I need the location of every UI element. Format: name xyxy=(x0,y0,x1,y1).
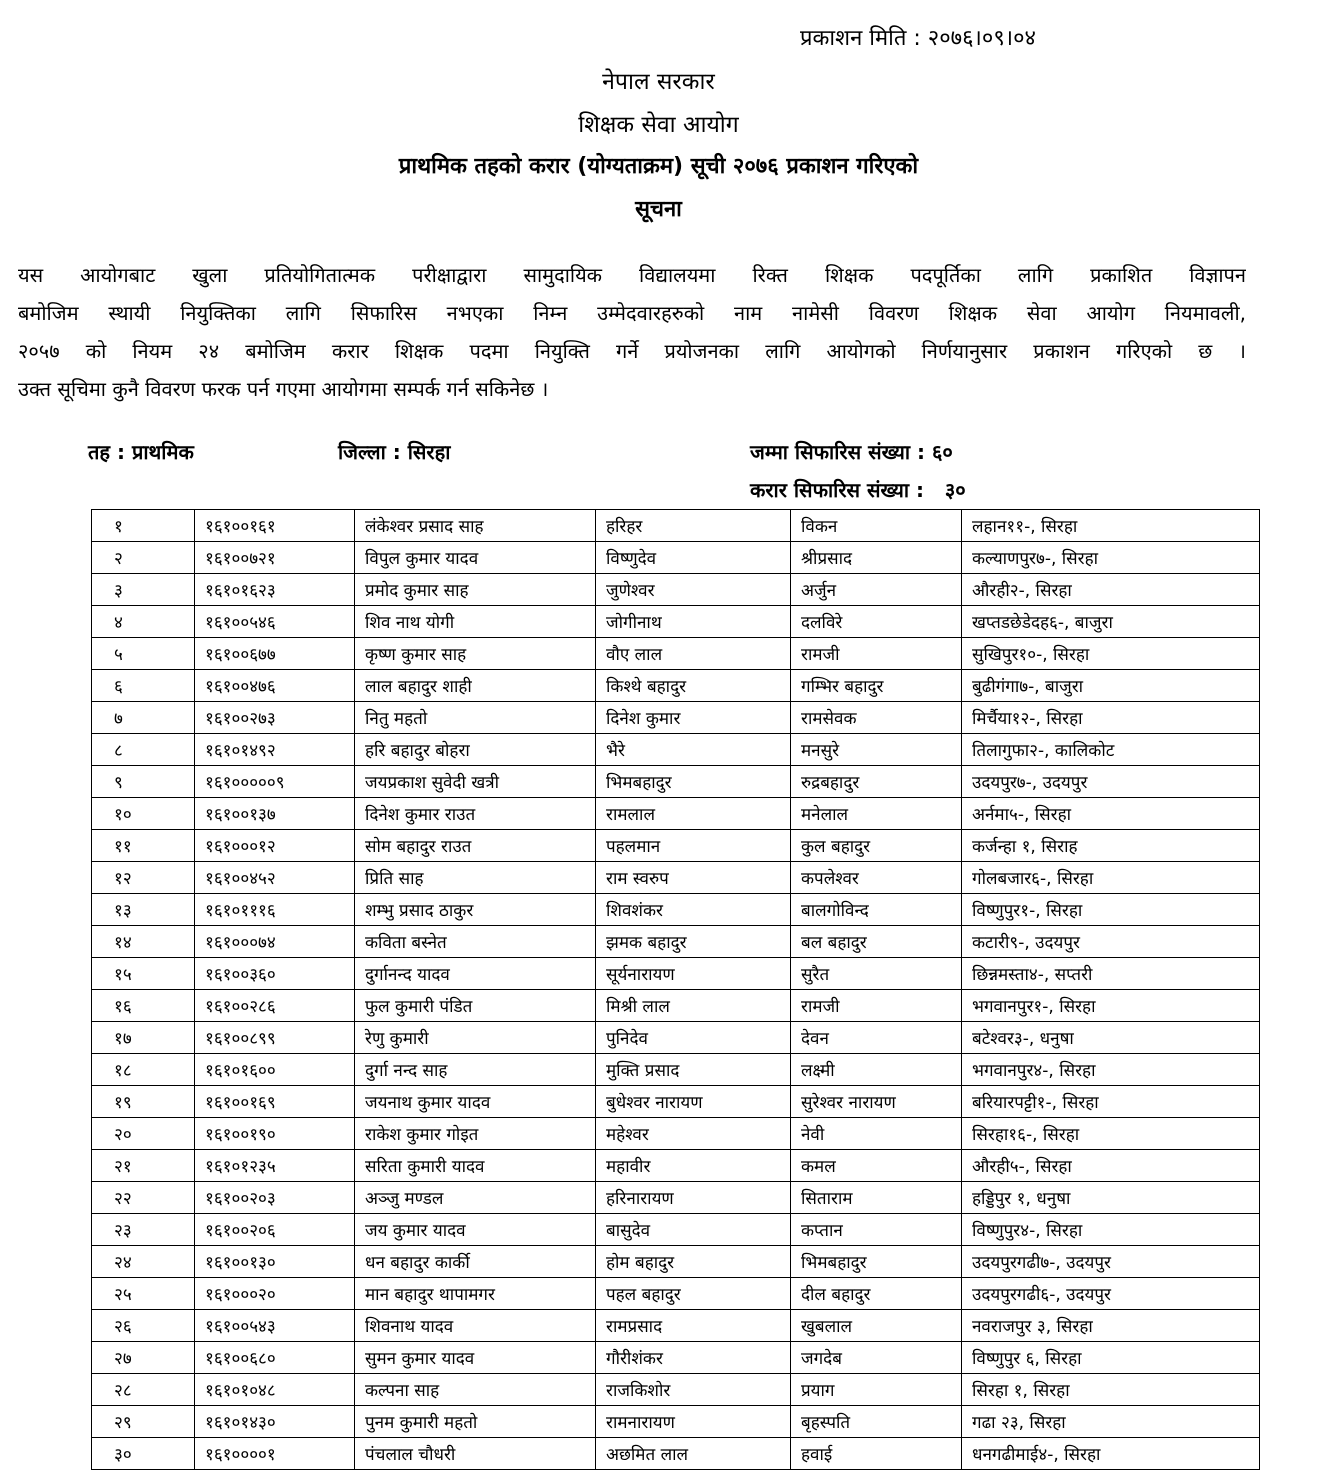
candidate-name-cell: अञ्जु मण्डल xyxy=(355,1182,596,1214)
grandfather-name-cell: मनेलाल xyxy=(791,798,962,830)
address-cell: सुखिपुर१०-, सिरहा xyxy=(962,638,1260,670)
grandfather-name-cell: कप्तान xyxy=(791,1214,962,1246)
serial-cell: २८ xyxy=(92,1374,195,1406)
address-cell: लहान११-, सिरहा xyxy=(962,510,1260,542)
father-name-cell: गौरीशंकर xyxy=(596,1342,791,1374)
publication-date: प्रकाशन मिति : २०७६।०९।०४ xyxy=(800,26,1036,51)
roll-number-cell: १६१००२७३ xyxy=(195,702,355,734)
table-row xyxy=(92,1022,1260,1054)
roll-number-cell: १६१०१२३५ xyxy=(195,1150,355,1182)
district-value: सिरहा xyxy=(407,440,451,464)
address-cell: विष्णुपुर ६, सिरहा xyxy=(962,1342,1260,1374)
roll-number-cell: १६१००६७७ xyxy=(195,638,355,670)
address-cell: बरियारपट्टी१-, सिरहा xyxy=(962,1086,1260,1118)
paragraph-line: यस आयोगबाट खुला प्रतियोगितात्मक परीक्षाद्वारा सामुदायिक विद्यालयमा रिक्त शिक्षक पदपूर्तिका लागि प्रकाशित विज्ञापन xyxy=(18,263,1246,287)
roll-number-cell: १६१००७२१ xyxy=(195,542,355,574)
roll-number-cell: १६१००४७६ xyxy=(195,670,355,702)
roll-number-cell: १६१००६८० xyxy=(195,1342,355,1374)
candidate-name-cell: जयनाथ कुमार यादव xyxy=(355,1086,596,1118)
address-cell: सिरहा१६-, सिरहा xyxy=(962,1118,1260,1150)
candidate-name-cell: धन बहादुर कार्की xyxy=(355,1246,596,1278)
grandfather-name-cell: दलविरे xyxy=(791,606,962,638)
father-name-cell: महावीर xyxy=(596,1150,791,1182)
father-name-cell: जुणेश्वर xyxy=(596,574,791,606)
father-name-cell: जोगीनाथ xyxy=(596,606,791,638)
roll-number-cell: १६१०००००९ xyxy=(195,766,355,798)
district-label: जिल्ला xyxy=(338,440,386,464)
commission-heading: शिक्षक सेवा आयोग xyxy=(578,112,739,138)
grandfather-name-cell: सुरेश्वर नारायण xyxy=(791,1086,962,1118)
level-label: तह xyxy=(88,440,111,464)
serial-cell: १० xyxy=(92,798,195,830)
table-row xyxy=(92,1438,1260,1470)
father-name-cell: हरिहर xyxy=(596,510,791,542)
roll-number-cell: १६१०१४३० xyxy=(195,1406,355,1438)
candidate-name-cell: मान बहादुर थापामगर xyxy=(355,1278,596,1310)
candidate-name-cell: कविता बस्नेत xyxy=(355,926,596,958)
grandfather-name-cell: रामजी xyxy=(791,638,962,670)
address-cell: गोलबजार६-, सिरहा xyxy=(962,862,1260,894)
table-row xyxy=(92,894,1260,926)
candidate-name-cell: हरि बहादुर बोहरा xyxy=(355,734,596,766)
candidate-name-cell: फुल कुमारी पंडित xyxy=(355,990,596,1022)
father-name-cell: बासुदेव xyxy=(596,1214,791,1246)
grandfather-name-cell: रामजी xyxy=(791,990,962,1022)
address-cell: भगवानपुर४-, सिरहा xyxy=(962,1054,1260,1086)
address-cell: कल्याणपुर७-, सिरहा xyxy=(962,542,1260,574)
candidate-name-cell: सुमन कुमार यादव xyxy=(355,1342,596,1374)
table-row xyxy=(92,542,1260,574)
father-name-cell: पुनिदेव xyxy=(596,1022,791,1054)
serial-cell: २७ xyxy=(92,1342,195,1374)
serial-cell: ८ xyxy=(92,734,195,766)
address-cell: औरही२-, सिरहा xyxy=(962,574,1260,606)
roll-number-cell: १६१००१९० xyxy=(195,1118,355,1150)
grandfather-name-cell: नेवी xyxy=(791,1118,962,1150)
father-name-cell: विष्णुदेव xyxy=(596,542,791,574)
candidate-name-cell: प्रिति साह xyxy=(355,862,596,894)
government-heading: नेपाल सरकार xyxy=(602,69,715,95)
candidate-name-cell: दुर्गा नन्द साह xyxy=(355,1054,596,1086)
father-name-cell: मुक्ति प्रसाद xyxy=(596,1054,791,1086)
grandfather-name-cell: कुल बहादुर xyxy=(791,830,962,862)
grandfather-name-cell: खुबलाल xyxy=(791,1310,962,1342)
paragraph-line: उक्त सूचिमा कुनै विवरण फरक पर्न गएमा आयोगमा सम्पर्क गर्न सकिनेछ । xyxy=(18,377,549,401)
father-name-cell: शिवशंकर xyxy=(596,894,791,926)
contract-recommendation-field: करार सिफारिस संख्या : ३० xyxy=(750,478,966,502)
roll-number-cell: १६१००८९९ xyxy=(195,1022,355,1054)
roll-number-cell: १६१०००७४ xyxy=(195,926,355,958)
candidate-name-cell: शिव नाथ योगी xyxy=(355,606,596,638)
grandfather-name-cell: विकन xyxy=(791,510,962,542)
candidate-name-cell: विपुल कुमार यादव xyxy=(355,542,596,574)
table-row xyxy=(92,638,1260,670)
table-row xyxy=(92,798,1260,830)
serial-cell: २५ xyxy=(92,1278,195,1310)
grandfather-name-cell: बालगोविन्द xyxy=(791,894,962,926)
address-cell: तिलागुफा२-, कालिकोट xyxy=(962,734,1260,766)
table-row xyxy=(92,1406,1260,1438)
candidate-name-cell: प्रमोद कुमार साह xyxy=(355,574,596,606)
roll-number-cell: १६१००००१ xyxy=(195,1438,355,1470)
candidate-table xyxy=(91,509,1260,1470)
grandfather-name-cell: गम्भिर बहादुर xyxy=(791,670,962,702)
father-name-cell: झमक बहादुर xyxy=(596,926,791,958)
serial-cell: ११ xyxy=(92,830,195,862)
notice-heading: सूचना xyxy=(635,197,682,222)
document-title: प्राथमिक तहको करार (योग्यताक्रम) सूची २०७६ प्रकाशन गरिएको xyxy=(398,154,919,179)
address-cell: भगवानपुर१-, सिरहा xyxy=(962,990,1260,1022)
table-row xyxy=(92,1310,1260,1342)
candidate-name-cell: पंचलाल चौधरी xyxy=(355,1438,596,1470)
serial-cell: १७ xyxy=(92,1022,195,1054)
serial-cell: २१ xyxy=(92,1150,195,1182)
roll-number-cell: १६१००५४३ xyxy=(195,1310,355,1342)
address-cell: कर्जन्हा १, सिराह xyxy=(962,830,1260,862)
table-row xyxy=(92,574,1260,606)
address-cell: उदयपुरगढी६-, उदयपुर xyxy=(962,1278,1260,1310)
grandfather-name-cell: रामसेवक xyxy=(791,702,962,734)
address-cell: गढा २३, सिरहा xyxy=(962,1406,1260,1438)
roll-number-cell: १६१००३६० xyxy=(195,958,355,990)
serial-cell: १८ xyxy=(92,1054,195,1086)
grandfather-name-cell: अर्जुन xyxy=(791,574,962,606)
serial-cell: ५ xyxy=(92,638,195,670)
roll-number-cell: १६१००१६९ xyxy=(195,1086,355,1118)
roll-number-cell: १६१०००२० xyxy=(195,1278,355,1310)
serial-cell: १ xyxy=(92,510,195,542)
table-row xyxy=(92,702,1260,734)
address-cell: विष्णुपुर१-, सिरहा xyxy=(962,894,1260,926)
father-name-cell: भैरे xyxy=(596,734,791,766)
roll-number-cell: १६१०१६०० xyxy=(195,1054,355,1086)
candidate-name-cell: दुर्गानन्द यादव xyxy=(355,958,596,990)
address-cell: मिर्चैया१२-, सिरहा xyxy=(962,702,1260,734)
roll-number-cell: १६१००४५२ xyxy=(195,862,355,894)
candidate-name-cell: राकेश कुमार गोइत xyxy=(355,1118,596,1150)
candidate-name-cell: जयप्रकाश सुवेदी खत्री xyxy=(355,766,596,798)
candidate-name-cell: सरिता कुमारी यादव xyxy=(355,1150,596,1182)
notice-paragraph xyxy=(18,256,1246,408)
address-cell: खप्तडछेडेदह६-, बाजुरा xyxy=(962,606,1260,638)
roll-number-cell: १६१०१०४८ xyxy=(195,1374,355,1406)
serial-cell: १३ xyxy=(92,894,195,926)
grandfather-name-cell: जगदेब xyxy=(791,1342,962,1374)
father-name-cell: महेश्वर xyxy=(596,1118,791,1150)
father-name-cell: रामनारायण xyxy=(596,1406,791,1438)
father-name-cell: दिनेश कुमार xyxy=(596,702,791,734)
grandfather-name-cell: सुरैत xyxy=(791,958,962,990)
candidate-name-cell: शम्भु प्रसाद ठाकुर xyxy=(355,894,596,926)
serial-cell: २६ xyxy=(92,1310,195,1342)
father-name-cell: रामलाल xyxy=(596,798,791,830)
roll-number-cell: १६१००२८६ xyxy=(195,990,355,1022)
paragraph-line: २०५७ को नियम २४ बमोजिम करार शिक्षक पदमा नियुक्ति गर्ने प्रयोजनका लागि आयोगको निर्णयानुसार प्रकाशन गरिएको छ । xyxy=(18,339,1246,363)
grandfather-name-cell: श्रीप्रसाद xyxy=(791,542,962,574)
serial-cell: ३० xyxy=(92,1438,195,1470)
father-name-cell: हरिनारायण xyxy=(596,1182,791,1214)
father-name-cell: भिमबहादुर xyxy=(596,766,791,798)
grandfather-name-cell: बृहस्पति xyxy=(791,1406,962,1438)
table-row xyxy=(92,1054,1260,1086)
table-row xyxy=(92,1150,1260,1182)
serial-cell: ६ xyxy=(92,670,195,702)
table-row xyxy=(92,1214,1260,1246)
candidate-name-cell: शिवनाथ यादव xyxy=(355,1310,596,1342)
candidate-name-cell: नितु महतो xyxy=(355,702,596,734)
grandfather-name-cell: दील बहादुर xyxy=(791,1278,962,1310)
serial-cell: ७ xyxy=(92,702,195,734)
serial-cell: १५ xyxy=(92,958,195,990)
candidate-name-cell: कृष्ण कुमार साह xyxy=(355,638,596,670)
table-row xyxy=(92,510,1260,542)
total-value: ६० xyxy=(932,440,953,464)
father-name-cell: अछमित लाल xyxy=(596,1438,791,1470)
father-name-cell: सूर्यनारायण xyxy=(596,958,791,990)
address-cell: छिन्नमस्ता४-, सप्तरी xyxy=(962,958,1260,990)
serial-cell: २३ xyxy=(92,1214,195,1246)
candidate-name-cell: दिनेश कुमार राउत xyxy=(355,798,596,830)
serial-cell: ९ xyxy=(92,766,195,798)
roll-number-cell: १६१००२०३ xyxy=(195,1182,355,1214)
address-cell: अर्नमा५-, सिरहा xyxy=(962,798,1260,830)
table-row xyxy=(92,958,1260,990)
father-name-cell: पहलमान xyxy=(596,830,791,862)
table-row xyxy=(92,1086,1260,1118)
district-field: जिल्ला : सिरहा xyxy=(338,440,451,464)
roll-number-cell: १६१०००१२ xyxy=(195,830,355,862)
contract-label: करार सिफारिस संख्या xyxy=(750,478,910,502)
table-row xyxy=(92,862,1260,894)
address-cell: नवराजपुर ३, सिरहा xyxy=(962,1310,1260,1342)
table-row xyxy=(92,926,1260,958)
serial-cell: २ xyxy=(92,542,195,574)
address-cell: कटारी९-, उदयपुर xyxy=(962,926,1260,958)
serial-cell: १४ xyxy=(92,926,195,958)
roll-number-cell: १६१००२०६ xyxy=(195,1214,355,1246)
roll-number-cell: १६१०१११६ xyxy=(195,894,355,926)
publication-date-value: २०७६।०९।०४ xyxy=(927,26,1036,51)
roll-number-cell: १६१०१४९२ xyxy=(195,734,355,766)
grandfather-name-cell: मनसुरे xyxy=(791,734,962,766)
father-name-cell: राम स्वरुप xyxy=(596,862,791,894)
roll-number-cell: १६१००५४६ xyxy=(195,606,355,638)
address-cell: विष्णुपुर४-, सिरहा xyxy=(962,1214,1260,1246)
address-cell: उदयपुर७-, उदयपुर xyxy=(962,766,1260,798)
candidate-name-cell: पुनम कुमारी महतो xyxy=(355,1406,596,1438)
grandfather-name-cell: भिमबहादुर xyxy=(791,1246,962,1278)
grandfather-name-cell: प्रयाग xyxy=(791,1374,962,1406)
candidate-name-cell: लाल बहादुर शाही xyxy=(355,670,596,702)
table-row xyxy=(92,990,1260,1022)
table-row xyxy=(92,606,1260,638)
table-row xyxy=(92,766,1260,798)
grandfather-name-cell: हवाई xyxy=(791,1438,962,1470)
total-recommendation-field: जम्मा सिफारिस संख्या : ६० xyxy=(750,440,953,464)
roll-number-cell: १६१०१६२३ xyxy=(195,574,355,606)
father-name-cell: होम बहादुर xyxy=(596,1246,791,1278)
serial-cell: २० xyxy=(92,1118,195,1150)
publication-date-label: प्रकाशन मिति xyxy=(800,26,907,51)
father-name-cell: राजकिशोर xyxy=(596,1374,791,1406)
candidate-name-cell: कल्पना साह xyxy=(355,1374,596,1406)
grandfather-name-cell: कमल xyxy=(791,1150,962,1182)
grandfather-name-cell: रुद्रबहादुर xyxy=(791,766,962,798)
address-cell: धनगढीमाई४-, सिरहा xyxy=(962,1438,1260,1470)
serial-cell: २२ xyxy=(92,1182,195,1214)
father-name-cell: वौए लाल xyxy=(596,638,791,670)
roll-number-cell: १६१००१३० xyxy=(195,1246,355,1278)
table-row xyxy=(92,1278,1260,1310)
total-label: जम्मा सिफारिस संख्या xyxy=(750,440,911,464)
candidate-name-cell: लंकेश्वर प्रसाद साह xyxy=(355,510,596,542)
address-cell: उदयपुरगढी७-, उदयपुर xyxy=(962,1246,1260,1278)
father-name-cell: बुधेश्वर नारायण xyxy=(596,1086,791,1118)
level-value: प्राथमिक xyxy=(131,440,194,464)
paragraph-line: बमोजिम स्थायी नियुक्तिका लागि सिफारिस नभएका निम्न उम्मेदवारहरुको नाम नामेसी विवरण शिक्षक सेवा आयोग नियमावली, xyxy=(18,301,1246,325)
address-cell: हड्डिपुर १, धनुषा xyxy=(962,1182,1260,1214)
serial-cell: २४ xyxy=(92,1246,195,1278)
table-row xyxy=(92,1246,1260,1278)
candidate-name-cell: रेणु कुमारी xyxy=(355,1022,596,1054)
level-field: तह : प्राथमिक xyxy=(88,440,194,464)
father-name-cell: किश्थे बहादुर xyxy=(596,670,791,702)
serial-cell: १९ xyxy=(92,1086,195,1118)
serial-cell: ४ xyxy=(92,606,195,638)
table-row xyxy=(92,1182,1260,1214)
grandfather-name-cell: सिताराम xyxy=(791,1182,962,1214)
serial-cell: २९ xyxy=(92,1406,195,1438)
grandfather-name-cell: कपलेश्वर xyxy=(791,862,962,894)
grandfather-name-cell: लक्ष्मी xyxy=(791,1054,962,1086)
serial-cell: १६ xyxy=(92,990,195,1022)
roll-number-cell: १६१००१३७ xyxy=(195,798,355,830)
table-row xyxy=(92,734,1260,766)
contract-value: ३० xyxy=(944,478,966,502)
grandfather-name-cell: देवन xyxy=(791,1022,962,1054)
table-row xyxy=(92,1342,1260,1374)
table-row xyxy=(92,1374,1260,1406)
table-row xyxy=(92,670,1260,702)
roll-number-cell: १६१००१६१ xyxy=(195,510,355,542)
serial-cell: ३ xyxy=(92,574,195,606)
table-row xyxy=(92,1118,1260,1150)
candidate-name-cell: सोम बहादुर राउत xyxy=(355,830,596,862)
address-cell: बटेश्वर३-, धनुषा xyxy=(962,1022,1260,1054)
father-name-cell: रामप्रसाद xyxy=(596,1310,791,1342)
candidate-name-cell: जय कुमार यादव xyxy=(355,1214,596,1246)
father-name-cell: मिश्री लाल xyxy=(596,990,791,1022)
serial-cell: १२ xyxy=(92,862,195,894)
address-cell: सिरहा १, सिरहा xyxy=(962,1374,1260,1406)
address-cell: बुढीगंगा७-, बाजुरा xyxy=(962,670,1260,702)
father-name-cell: पहल बहादुर xyxy=(596,1278,791,1310)
table-row xyxy=(92,830,1260,862)
grandfather-name-cell: बल बहादुर xyxy=(791,926,962,958)
address-cell: औरही५-, सिरहा xyxy=(962,1150,1260,1182)
